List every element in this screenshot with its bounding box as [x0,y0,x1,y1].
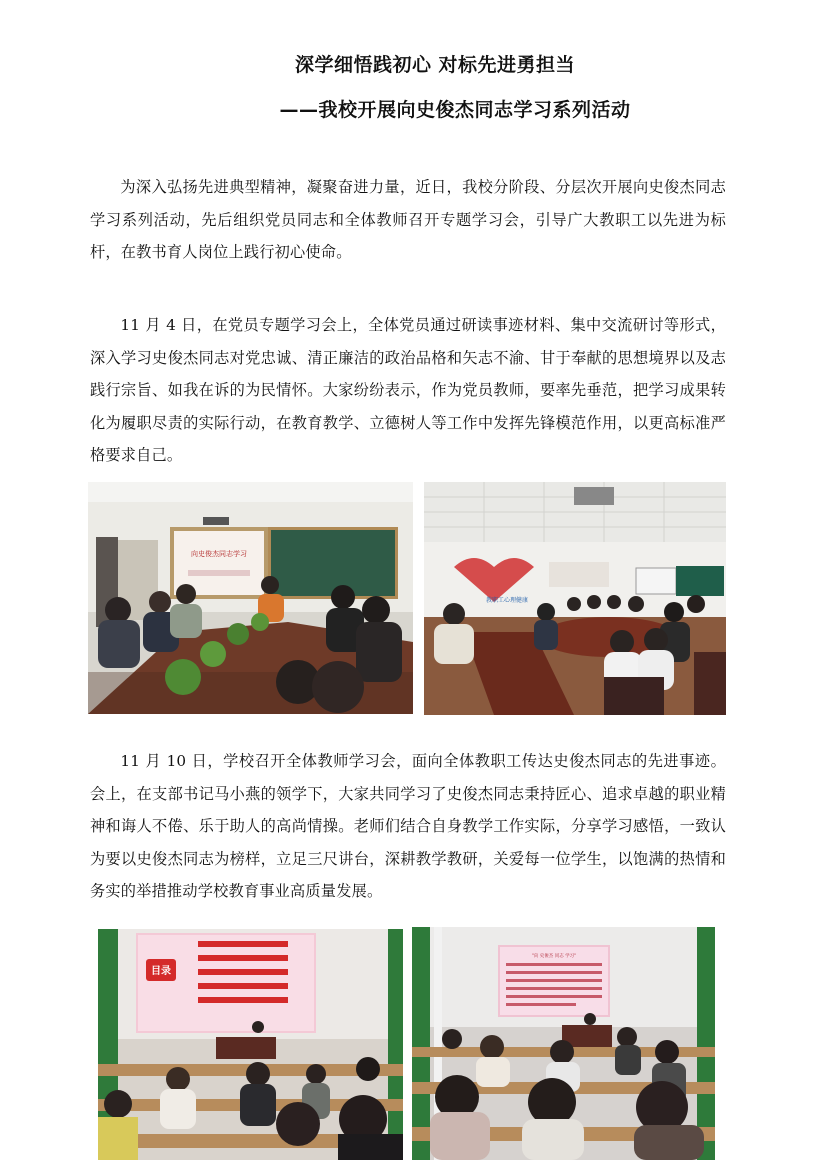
photo-party-meeting-2 [424,482,726,715]
photo2-wall-text: 教职工心理健康 [486,597,529,604]
article-title: 深学细悟践初心 对标先进勇担当 [294,54,576,76]
paragraph-intro: 为深入弘扬先进典型精神，凝聚奋进力量，近日，我校分阶段、分层次开展向史俊杰同志学习系列活动，先后组织党员同志和全体教师召开专题学习会，引导广大教职工以先进为标杆，在教书育人岗位上践行初心使命。 [90,178,726,261]
photo3-screen-title: 目录 [151,966,171,977]
paragraph-party-meeting: 11 月 4 日，在党员专题学习会上，全体党员通过研读事迹材料、集中交流研讨等形式，深入学习史俊杰同志对党忠诚、清正廉洁的政治品格和矢志不渝、甘于奉献的思想境界以及志践行宗旨、如我在诉的为民情怀。大家纷纷表示，作为党员教师，要率先垂范，把学习成果转化为履职尽责的实际行动，在教育教学、立德树人等工作中发挥先锋模范作用，以更高标准严格要求自己。 [90,316,726,464]
photo4-screen-text: "向 史俊杰 同志 学习" [531,954,577,959]
photo1-screen-text: 向史俊杰同志学习 [191,550,247,558]
article-subtitle: ——我校开展向史俊杰同志学习系列活动 [279,99,631,121]
photo-party-meeting-1 [88,482,413,714]
photo-teacher-meeting-1 [98,929,403,1160]
paragraph-teacher-meeting: 11 月 10 日，学校召开全体教师学习会，面向全体教职工传达史俊杰同志的先进事迹。会上，在支部书记马小燕的领学下，大家共同学习了史俊杰同志秉持匠心、追求卓越的职业精神和诲人不倦、乐于助人的高尚情操。老师们结合自身教学工作实际，分享学习感悟，一致认为要以史俊杰同志为榜样，立足三尺讲台，深耕教学教研，关爱每一位学生，以饱满的热情和务实的举措推动学校教育事业高质量发展。 [90,752,726,900]
photo-teacher-meeting-2 [412,927,715,1160]
